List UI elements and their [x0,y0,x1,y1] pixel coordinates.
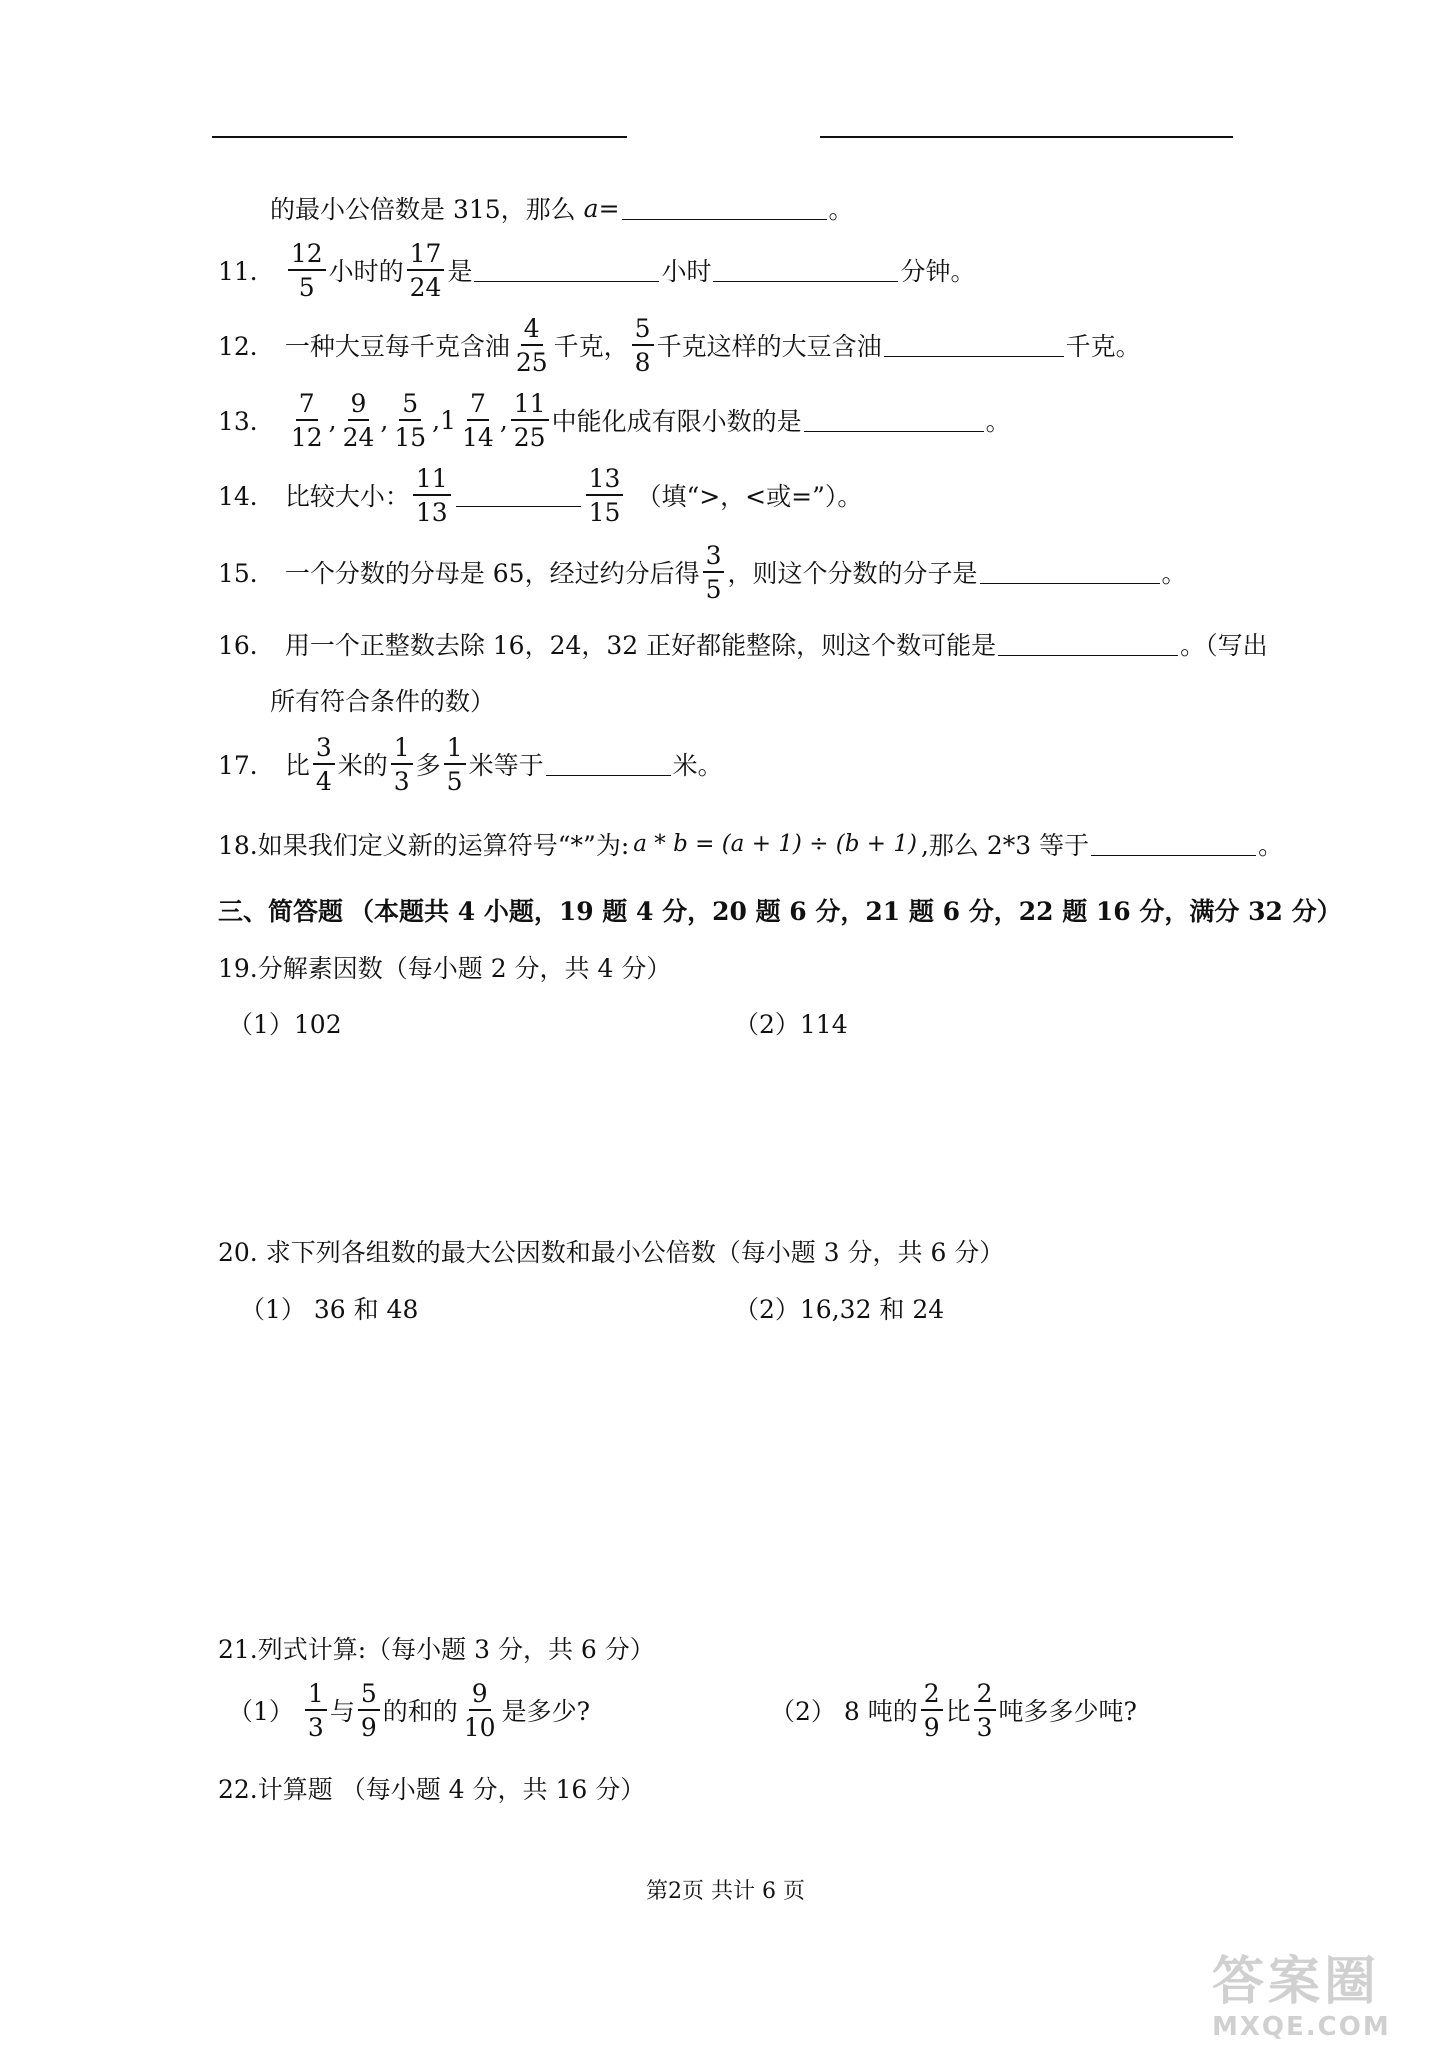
q17-text-4: 米等于 [468,751,544,780]
q21b-text-2: 吨多多少吨? [998,1697,1137,1726]
fraction: $\frac{13}{15}$ [586,466,624,525]
section-title: 三、简答题 [218,897,344,926]
fraction: $\frac{2}{9}$ [921,1681,943,1740]
q17-text-3: 多 [415,751,441,780]
q10-text: 的最小公倍数是 315，那么 [270,195,576,224]
q12-text-4: 千克。 [1065,332,1141,361]
header-rule-left [212,136,627,138]
q12-text-3: 千克这样的大豆含油 [656,332,882,361]
answer-blank[interactable] [980,561,1160,584]
fraction: $\frac{12}{5}$ [288,241,326,300]
question-22-title: 22.计算题 （每小题 4 分，共 16 分） [218,1775,646,1804]
q18-text-1: 18.如果我们定义新的运算符号“*”为: [218,831,630,860]
header-rule-right [820,136,1233,138]
mixed-whole: 1 [440,405,457,435]
fraction: $\frac{3}{5}$ [703,543,725,602]
fraction: $\frac{17}{24}$ [407,241,445,300]
q17-text-5: 米。 [672,751,723,780]
question-12 [218,313,1141,377]
question-number: 13． [218,407,275,436]
q20-part-1: （1） 36 和 48 [240,1295,419,1324]
fraction: $\frac{1}{5}$ [444,735,466,794]
question-number: 14． [218,482,275,511]
watermark-logo [1212,1952,1448,2048]
question-number: 16． [218,631,275,660]
fraction: $\frac{5}{9}$ [358,1681,380,1740]
q11-text-1: 小时的 [328,257,404,286]
question-10-continuation [270,190,854,226]
section-3-heading [218,892,1342,928]
q19-part-1: （1）102 [228,1010,342,1039]
q21-part-1 [228,1678,590,1742]
fraction: $\frac{9}{10}$ [463,1678,496,1742]
q21a-text-1: 与 [329,1697,355,1726]
fraction: $\frac{4}{25}$ [515,313,548,377]
question-13 [218,388,1011,452]
fraction: $\frac{7}{14}$ [462,388,494,452]
q17-text-2: 米的 [337,751,388,780]
answer-blank[interactable] [1091,833,1256,856]
question-number: 15． [218,559,275,588]
separator: , [432,405,441,435]
fraction: $\frac{5}{15}$ [394,388,427,452]
q14-text-1: 比较大小： [284,482,410,511]
q10-end: 。 [828,195,854,224]
q13-end: 。 [985,407,1011,436]
answer-blank-hours[interactable] [474,259,659,282]
fraction: $\frac{7}{12}$ [290,388,323,452]
question-16 [218,624,1268,664]
answer-blank-minutes[interactable] [713,259,898,282]
q21-part-2 [770,1678,1137,1742]
question-number: 17． [218,751,275,780]
question-number: 12． [218,332,275,361]
watermark-bottom-text: MXQE.COM [1212,2012,1391,2042]
part-label: （2） 8 吨的 [770,1697,918,1726]
q14-text-2: （填“>，<或=”）。 [636,482,863,511]
watermark-top-text: 答案圈 [1212,1952,1381,2012]
separator: , [328,405,337,435]
q16-text-1: 用一个正整数去除 16，24，32 正好都能整除，则这个数可能是 [284,631,997,660]
fraction: $\frac{11}{13}$ [413,466,451,525]
q18-formula: a * b = (a + 1) ÷ (b + 1) [633,831,917,857]
q13-text: 中能化成有限小数的是 [551,407,802,436]
q17-text-1: 比 [284,751,310,780]
q19-part-2: （2）114 [734,1010,848,1039]
q15-text-1: 一个分数的分母是 65，经过约分后得 [284,559,700,588]
q11-text-4: 分钟。 [900,257,976,286]
q16-text-2: 。（写出 [1180,631,1268,660]
answer-blank[interactable] [998,633,1178,656]
question-11 [218,238,976,302]
q16-text-3: 所有符合条件的数） [270,687,496,716]
q21a-text-2: 的和的 [382,1697,458,1726]
q20-part-2: （2）16,32 和 24 [734,1295,945,1324]
q15-text-2: ，则这个分数的分子是 [727,559,978,588]
question-18 [218,824,1283,864]
q10-eq: = [598,193,620,223]
q10-var: a [583,193,599,223]
fraction: $\frac{5}{8}$ [632,316,654,375]
part-label: （1） [228,1697,294,1726]
answer-blank[interactable] [456,484,581,507]
mixed-number [440,388,500,452]
q12-text-1: 一种大豆每千克含油 [284,332,510,361]
question-20-title: 20. 求下列各组数的最大公因数和最小公倍数（每小题 3 分，共 6 分） [218,1238,1005,1267]
question-number: 11． [218,257,275,286]
answer-blank[interactable] [884,334,1064,357]
fraction: $\frac{1}{3}$ [305,1681,327,1740]
question-19-title: 19.分解素因数（每小题 2 分，共 4 分） [218,954,672,983]
q12-text-2: 千克， [553,332,629,361]
question-15 [218,540,1187,604]
fraction: $\frac{3}{4}$ [313,735,335,794]
q18-end: 。 [1258,831,1284,860]
question-14 [218,463,862,527]
page-footer: 第2页 共计 6 页 [646,1879,805,1904]
fraction: $\frac{9}{24}$ [342,388,375,452]
question-17 [218,732,723,796]
q15-end: 。 [1161,559,1187,588]
fraction: $\frac{11}{25}$ [511,391,549,450]
separator: , [499,405,508,435]
fraction: $\frac{2}{3}$ [974,1681,996,1740]
question-21-title: 21.列式计算:（每小题 3 分，共 6 分） [218,1635,655,1664]
answer-blank[interactable] [546,753,671,776]
section-note: （本题共 4 小题，19 题 4 分，20 题 6 分，21 题 6 分，22 题 16 分，满分 32 分） [349,897,1342,926]
q21b-text-1: 比 [945,1697,971,1726]
q21a-text-3: 是多少? [501,1697,590,1726]
q11-text-3: 小时 [661,257,712,286]
q11-text-2: 是 [447,257,473,286]
fraction: $\frac{1}{3}$ [391,735,413,794]
separator: , [380,405,389,435]
q18-text-2: ,那么 2*3 等于 [920,831,1090,860]
answer-blank[interactable] [622,197,827,220]
answer-blank[interactable] [804,409,984,432]
